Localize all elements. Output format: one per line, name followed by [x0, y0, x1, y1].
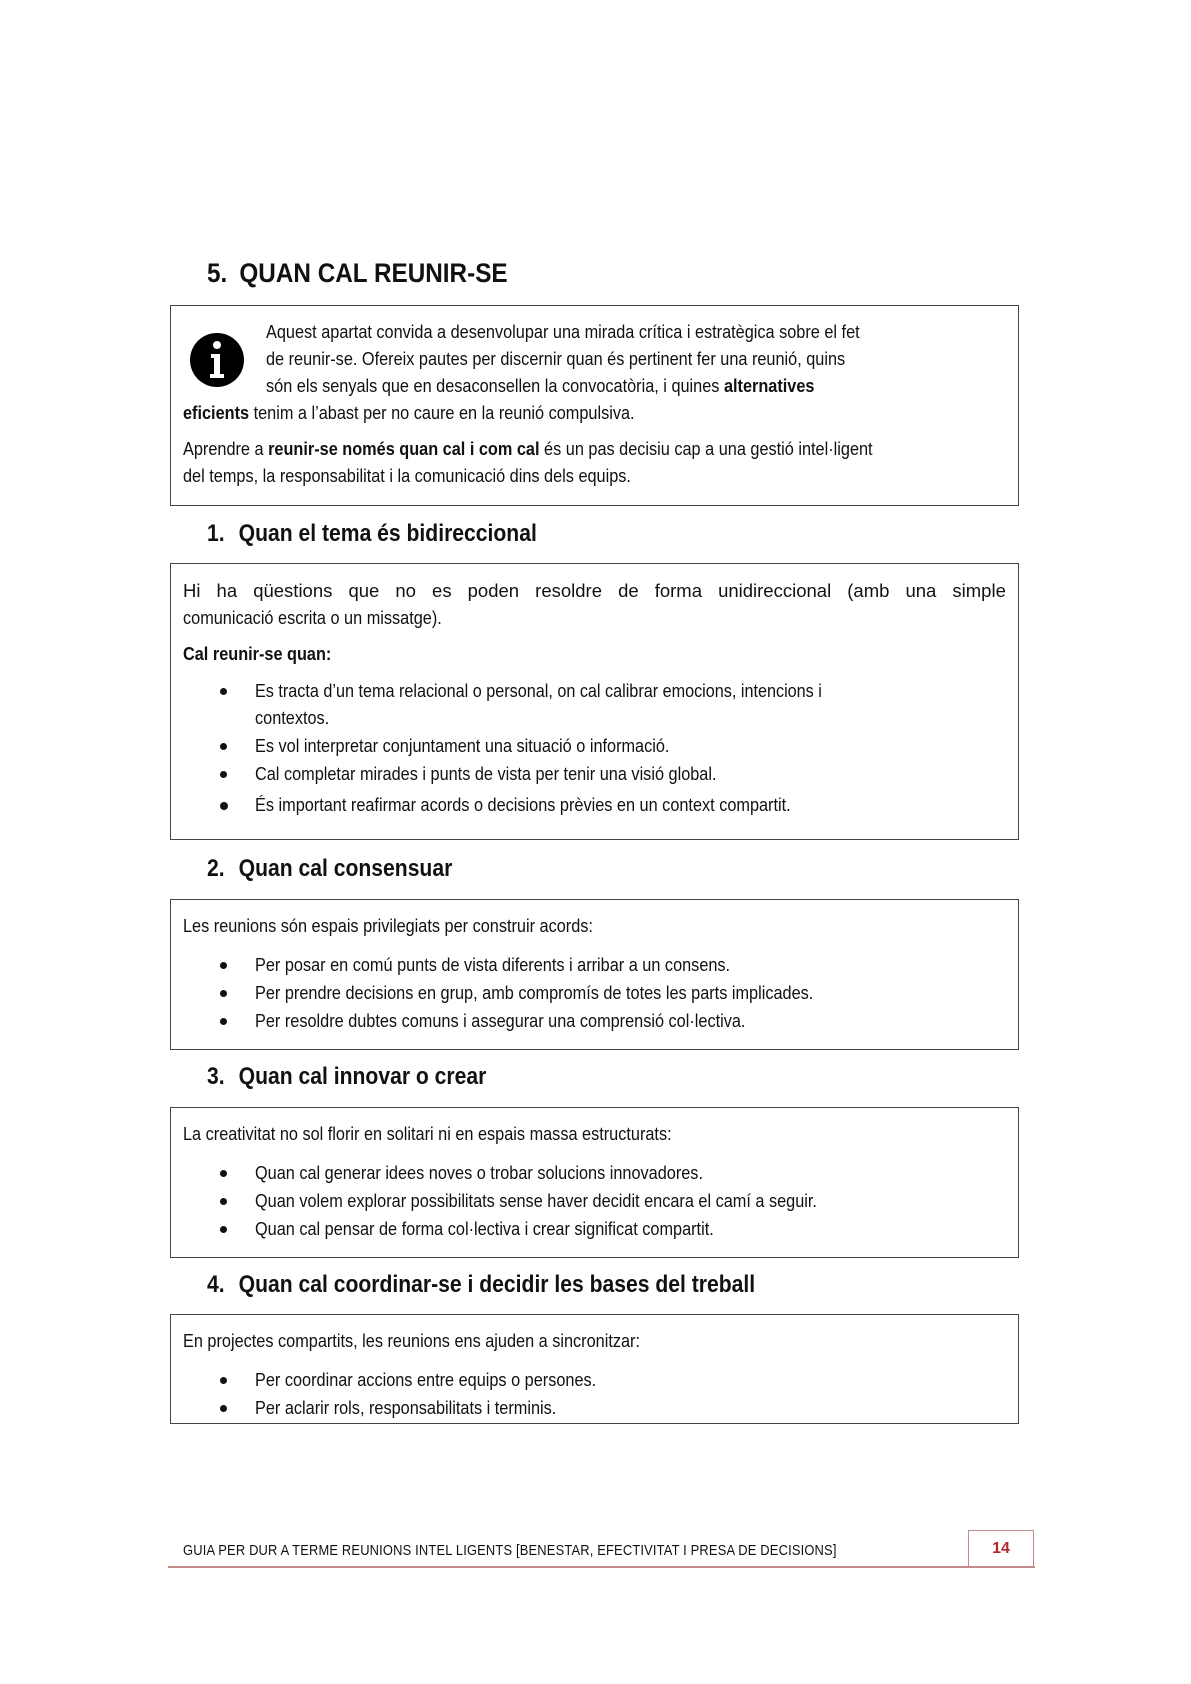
- word: simple: [952, 580, 1006, 601]
- section-1-box: [170, 563, 1019, 840]
- intro-bold-eficients: eficients: [183, 402, 250, 423]
- section-3-title: [207, 1063, 486, 1091]
- intro-para2-pre: Aprendre a: [183, 438, 269, 459]
- page-number-box: [968, 1530, 1034, 1566]
- page-title-text: QUAN CAL REUNIR-SE: [239, 258, 508, 288]
- word: poden: [467, 580, 520, 601]
- word: unidireccional: [718, 580, 832, 601]
- list-item-text: Es tracta d’un tema relacional o personal, on cal calibrar emocions, intencions i: [255, 680, 822, 701]
- bullet-icon: [220, 1377, 227, 1384]
- section-1-title-text: Quan el tema és bidireccional: [238, 520, 537, 547]
- list-item: [183, 760, 1006, 788]
- list-item: [183, 791, 1006, 819]
- section-2-title: [207, 855, 452, 883]
- intro-line-3: [266, 372, 917, 399]
- word: es: [432, 580, 452, 601]
- section-2-intro: Les reunions són espais privilegiats per construir acords:: [183, 915, 593, 936]
- bullet-icon: [220, 802, 228, 810]
- bullet-icon: [220, 962, 227, 969]
- page-title-number: 5.: [207, 258, 228, 288]
- section-4-bullet-list: [183, 1366, 1006, 1422]
- list-item-text: És important reafirmar acords o decisions prèvies en un context compartit.: [255, 794, 791, 815]
- section-1-title: [207, 520, 537, 548]
- footer-divider: [168, 1566, 1035, 1568]
- list-item-text: Per coordinar accions entre equips o persones.: [255, 1369, 597, 1390]
- section-1-number: 1.: [207, 520, 225, 547]
- intro-line-2: de reunir-se. Ofereix pautes per discernir quan és pertinent fer una reunió, quins: [266, 348, 846, 369]
- section-4-title: [207, 1271, 755, 1299]
- section-2-number: 2.: [207, 855, 225, 882]
- section-4-intro: En projectes compartits, les reunions ens ajuden a sincronitzar:: [183, 1330, 640, 1351]
- section-3-intro: La creativitat no sol florir en solitari ni en espais massa estructurats:: [183, 1123, 672, 1144]
- intro-box: [170, 305, 1019, 506]
- intro-line-1: Aquest apartat convida a desenvolupar una mirada crítica i estratègica sobre el fet: [266, 321, 860, 342]
- section-2-bullet-list: [183, 951, 1006, 1035]
- list-item-text: contextos.: [255, 707, 330, 728]
- word: ha: [216, 580, 238, 601]
- list-item-continuation: [183, 704, 1006, 732]
- list-item-text: Quan volem explorar possibilitats sense haver decidit encara el camí a seguir.: [255, 1190, 817, 1211]
- list-item: [183, 1394, 1006, 1422]
- word: forma: [654, 580, 702, 601]
- list-item-text: Cal completar mirades i punts de vista per tenir una visió global.: [255, 763, 717, 784]
- list-item: [183, 979, 1006, 1007]
- intro-para2-bold: reunir-se només quan cal i com cal: [268, 438, 540, 459]
- section-1-bullet-list: [183, 677, 1006, 819]
- list-item-text: Per posar en comú punts de vista diferents i arribar a un consens.: [255, 954, 731, 975]
- list-item: [183, 1366, 1006, 1394]
- section-3-box: [170, 1107, 1019, 1258]
- list-item: [183, 1187, 1006, 1215]
- word: que: [348, 580, 380, 601]
- page-number: 14: [992, 1539, 1010, 1557]
- section-1-intro-line-2: comunicació escrita o un missatge).: [183, 607, 442, 628]
- word: no: [395, 580, 416, 601]
- word: Hi: [183, 580, 201, 601]
- word: (amb: [847, 580, 890, 601]
- bullet-icon: [220, 1018, 227, 1025]
- list-item: [183, 732, 1006, 760]
- intro-para2-post: és un pas decisiu cap a una gestió intel·ligent: [539, 438, 873, 459]
- list-item: [183, 1159, 1006, 1187]
- list-item-text: Per resoldre dubtes comuns i assegurar una comprensió col·lectiva.: [255, 1010, 746, 1031]
- intro-bold-alternatives: alternatives: [723, 375, 815, 396]
- bullet-icon: [220, 1198, 227, 1205]
- bullet-icon: [220, 1170, 227, 1177]
- list-item-text: Quan cal pensar de forma col·lectiva i crear significat compartit.: [255, 1218, 714, 1239]
- list-item-text: Es vol interpretar conjuntament una situació o informació.: [255, 735, 670, 756]
- footer-title: GUIA PER DUR A TERME REUNIONS INTEL LIGENTS [BENESTAR, EFECTIVITAT I PRESA DE DECISIONS]: [183, 1542, 837, 1559]
- word: de: [618, 580, 639, 601]
- word: qüestions: [253, 580, 333, 601]
- section-1-intro-line-1: [183, 577, 1006, 604]
- section-1-lead: [183, 640, 907, 667]
- bullet-icon: [220, 990, 227, 997]
- bullet-icon: [220, 743, 227, 750]
- list-item: [183, 1007, 1006, 1035]
- section-3-bullet-list: [183, 1159, 1006, 1243]
- intro-line-4-text: tenim a l’abast per no caure en la reunió compulsiva.: [249, 402, 635, 423]
- intro-line-3-text: són els senyals que en desaconsellen la convocatòria, i quines: [266, 375, 724, 396]
- list-item-text: Per prendre decisions en grup, amb compromís de totes les parts implicades.: [255, 982, 814, 1003]
- section-4-box: [170, 1314, 1019, 1424]
- section-4-number: 4.: [207, 1271, 225, 1298]
- list-item: [183, 677, 1006, 705]
- section-3-number: 3.: [207, 1063, 225, 1090]
- section-3-title-text: Quan cal innovar o crear: [238, 1063, 487, 1090]
- info-icon: [189, 332, 245, 388]
- word: resoldre: [535, 580, 602, 601]
- intro-para2-line-2: del temps, la responsabilitat i la comunicació dins dels equips.: [183, 465, 631, 486]
- bullet-icon: [220, 688, 227, 695]
- list-item-text: Per aclarir rols, responsabilitats i terminis.: [255, 1397, 557, 1418]
- section-2-box: [170, 899, 1019, 1050]
- bullet-icon: [220, 1226, 227, 1233]
- section-2-title-text: Quan cal consensuar: [238, 855, 453, 882]
- page-title: [207, 258, 508, 289]
- bullet-icon: [220, 771, 227, 778]
- section-1-lead-bold: Cal reunir-se quan:: [183, 643, 332, 664]
- word: una: [905, 580, 937, 601]
- list-item: [183, 951, 1006, 979]
- bullet-icon: [220, 1405, 227, 1412]
- list-item-text: Quan cal generar idees noves o trobar solucions innovadores.: [255, 1162, 703, 1183]
- list-item: [183, 1215, 1006, 1243]
- intro-para2-line-1: [183, 435, 907, 462]
- section-4-title-text: Quan cal coordinar-se i decidir les bases del treball: [238, 1271, 756, 1298]
- intro-line-4: [183, 399, 907, 426]
